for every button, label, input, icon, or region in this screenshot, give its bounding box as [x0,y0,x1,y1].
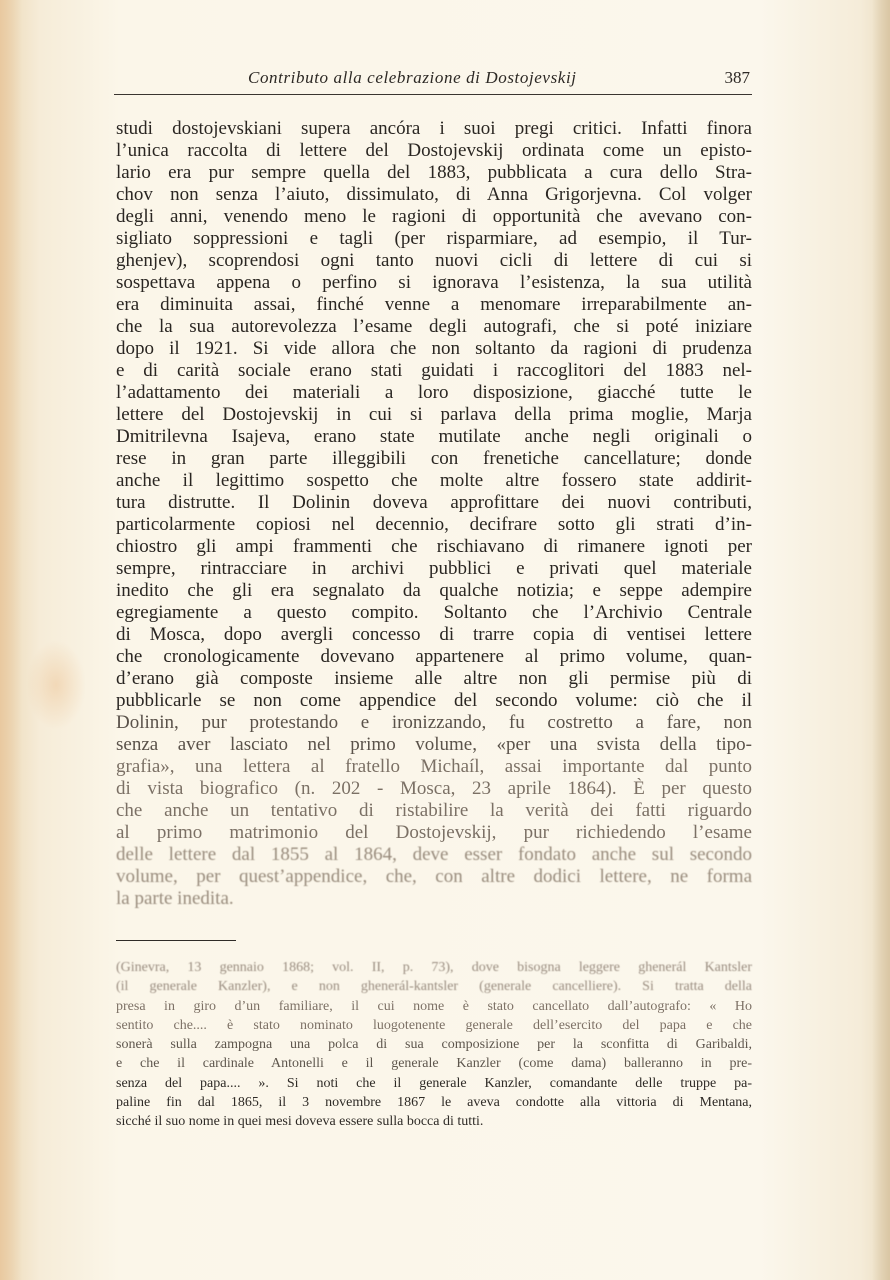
footnote-line: sonerà sulla zampogna una polca di sua composizione per la sconfitta di Garibaldi, [116,1037,752,1053]
text-line: anche il legittimo sospetto che molte altre fossero state addirit- [116,470,752,491]
main-text [116,118,752,910]
footnote-rule [116,940,236,941]
text-line: che cronologicamente dovevano appartenere al primo volume, quan- [116,646,752,667]
page-edge-shadow [0,0,22,1280]
text-line: sempre, rintracciare in archivi pubblici e privati quel materiale [116,558,752,579]
text-line: era diminuita assai, finché venne a menomare irreparabilmente an- [116,294,752,315]
text-line: sospettava appena o perfino si ignorava l’esistenza, la sua utilità [116,272,752,293]
text-line: lettere del Dostojevskij in cui si parlava della prima moglie, Marja [116,404,752,425]
running-head [114,64,752,95]
text-line: ghenjev), scoprendosi ogni tanto nuovi cicli di lettere di cui si [116,250,752,271]
text-line: chiostro gli ampi frammenti che rischiavano di rimanere ignoti per [116,536,752,557]
footnote-line: sentito che.... è stato nominato luogotenente generale dell’esercito del papa e che [116,1017,752,1033]
text-line: volume, per quest’appendice, che, con altre dodici lettere, ne forma [116,866,752,887]
text-line: e di carità sociale erano stati guidati i raccoglitori del 1883 nel- [116,360,752,381]
footnote-line: paline fin dal 1865, il 3 novembre 1867 le aveva condotte alla vittoria di Mentana, [116,1095,752,1111]
text-line: senza aver lasciato nel primo volume, «per una svista della tipo- [116,734,752,755]
text-line: studi dostojevskiani supera ancóra i suoi pregi critici. Infatti finora [116,118,752,139]
footnote-line: (il generale Kanzler), e non ghenerál-kantsler (generale cancelliere). Si tratta della [116,979,752,995]
text-line: degli anni, venendo meno le ragioni di opportunità che avevano con- [116,206,752,227]
text-line: che la sua autorevolezza l’esame degli autografi, che si poté iniziare [116,316,752,337]
footnote-line: e che il cardinale Antonelli e il generale Kanzler (come dama) balleranno in pre- [116,1056,752,1072]
text-line: di Mosca, dopo avergli concesso di trarre copia di ventisei lettere [116,624,752,645]
text-line: la parte inedita. [116,888,234,909]
running-title: Contributo alla celebrazione di Dostojevskij [248,68,577,87]
text-line: chov non senza l’aiuto, dissimulato, di Anna Grigorjevna. Col volger [116,184,752,205]
text-line: l’adattamento dei materiali a loro disposizione, giacché tutte le [116,382,752,403]
text-line: tura distrutte. Il Dolinin doveva approfittare dei nuovi contributi, [116,492,752,513]
footnote-line: (Ginevra, 13 gennaio 1868; vol. II, p. 73), dove bisogna leggere ghenerál Kantsler [116,960,752,975]
text-line: al primo matrimonio del Dostojevskij, pur richiedendo l’esame [116,822,752,843]
text-line: pubblicarle se non come appendice del secondo volume: ciò che il [116,690,752,711]
text-line: Dmitrilevna Isajeva, erano state mutilate anche negli originali o [116,426,752,447]
footnote-block [116,958,752,1132]
text-line: dopo il 1921. Si vide allora che non soltanto da ragioni di prudenza [116,338,752,359]
text-line: delle lettere dal 1855 al 1864, deve esser fondato anche sul secondo [116,844,752,865]
text-line: di vista biografico (n. 202 - Mosca, 23 aprile 1864). È per questo [116,778,752,799]
text-line: grafia», una lettera al fratello Michaíl, assai importante dal punto [116,756,752,777]
text-line: l’unica raccolta di lettere del Dostojevskij ordinata come un episto- [116,140,752,161]
page-number: 387 [724,68,750,87]
paper-stain [26,640,86,730]
footnote-line: senza del papa.... ». Si noti che il generale Kanzler, comandante delle truppe pa- [116,1075,752,1091]
text-line: Dolinin, pur protestando e ironizzando, fu costretto a fare, non [116,712,752,733]
text-line: sigliato soppressioni e tagli (per risparmiare, ad esempio, il Tur- [116,228,752,249]
footnote-line: presa in giro d’un familiare, il cui nome è stato cancellato dall’autografo: « Ho [116,998,752,1014]
text-line: egregiamente a questo compito. Soltanto che l’Archivio Centrale [116,602,752,623]
text-line: particolarmente copiosi nel decennio, decifrare sotto gli strati d’in- [116,514,752,535]
text-line: inedito che gli era segnalato da qualche notizia; e seppe adempire [116,580,752,601]
text-line: rese in gran parte illeggibili con frenetiche cancellature; donde [116,448,752,469]
text-line: lario era pur sempre quella del 1883, pubblicata a cura dello Stra- [116,162,752,183]
page-edge-shadow-right [872,0,890,1280]
footnote-line: sicché il suo nome in quei mesi doveva essere sulla bocca di tutti. [116,1114,484,1130]
text-line: d’erano già composte insieme alle altre non gli permise più di [116,668,752,689]
text-line: che anche un tentativo di ristabilire la verità dei fatti riguardo [116,800,752,821]
